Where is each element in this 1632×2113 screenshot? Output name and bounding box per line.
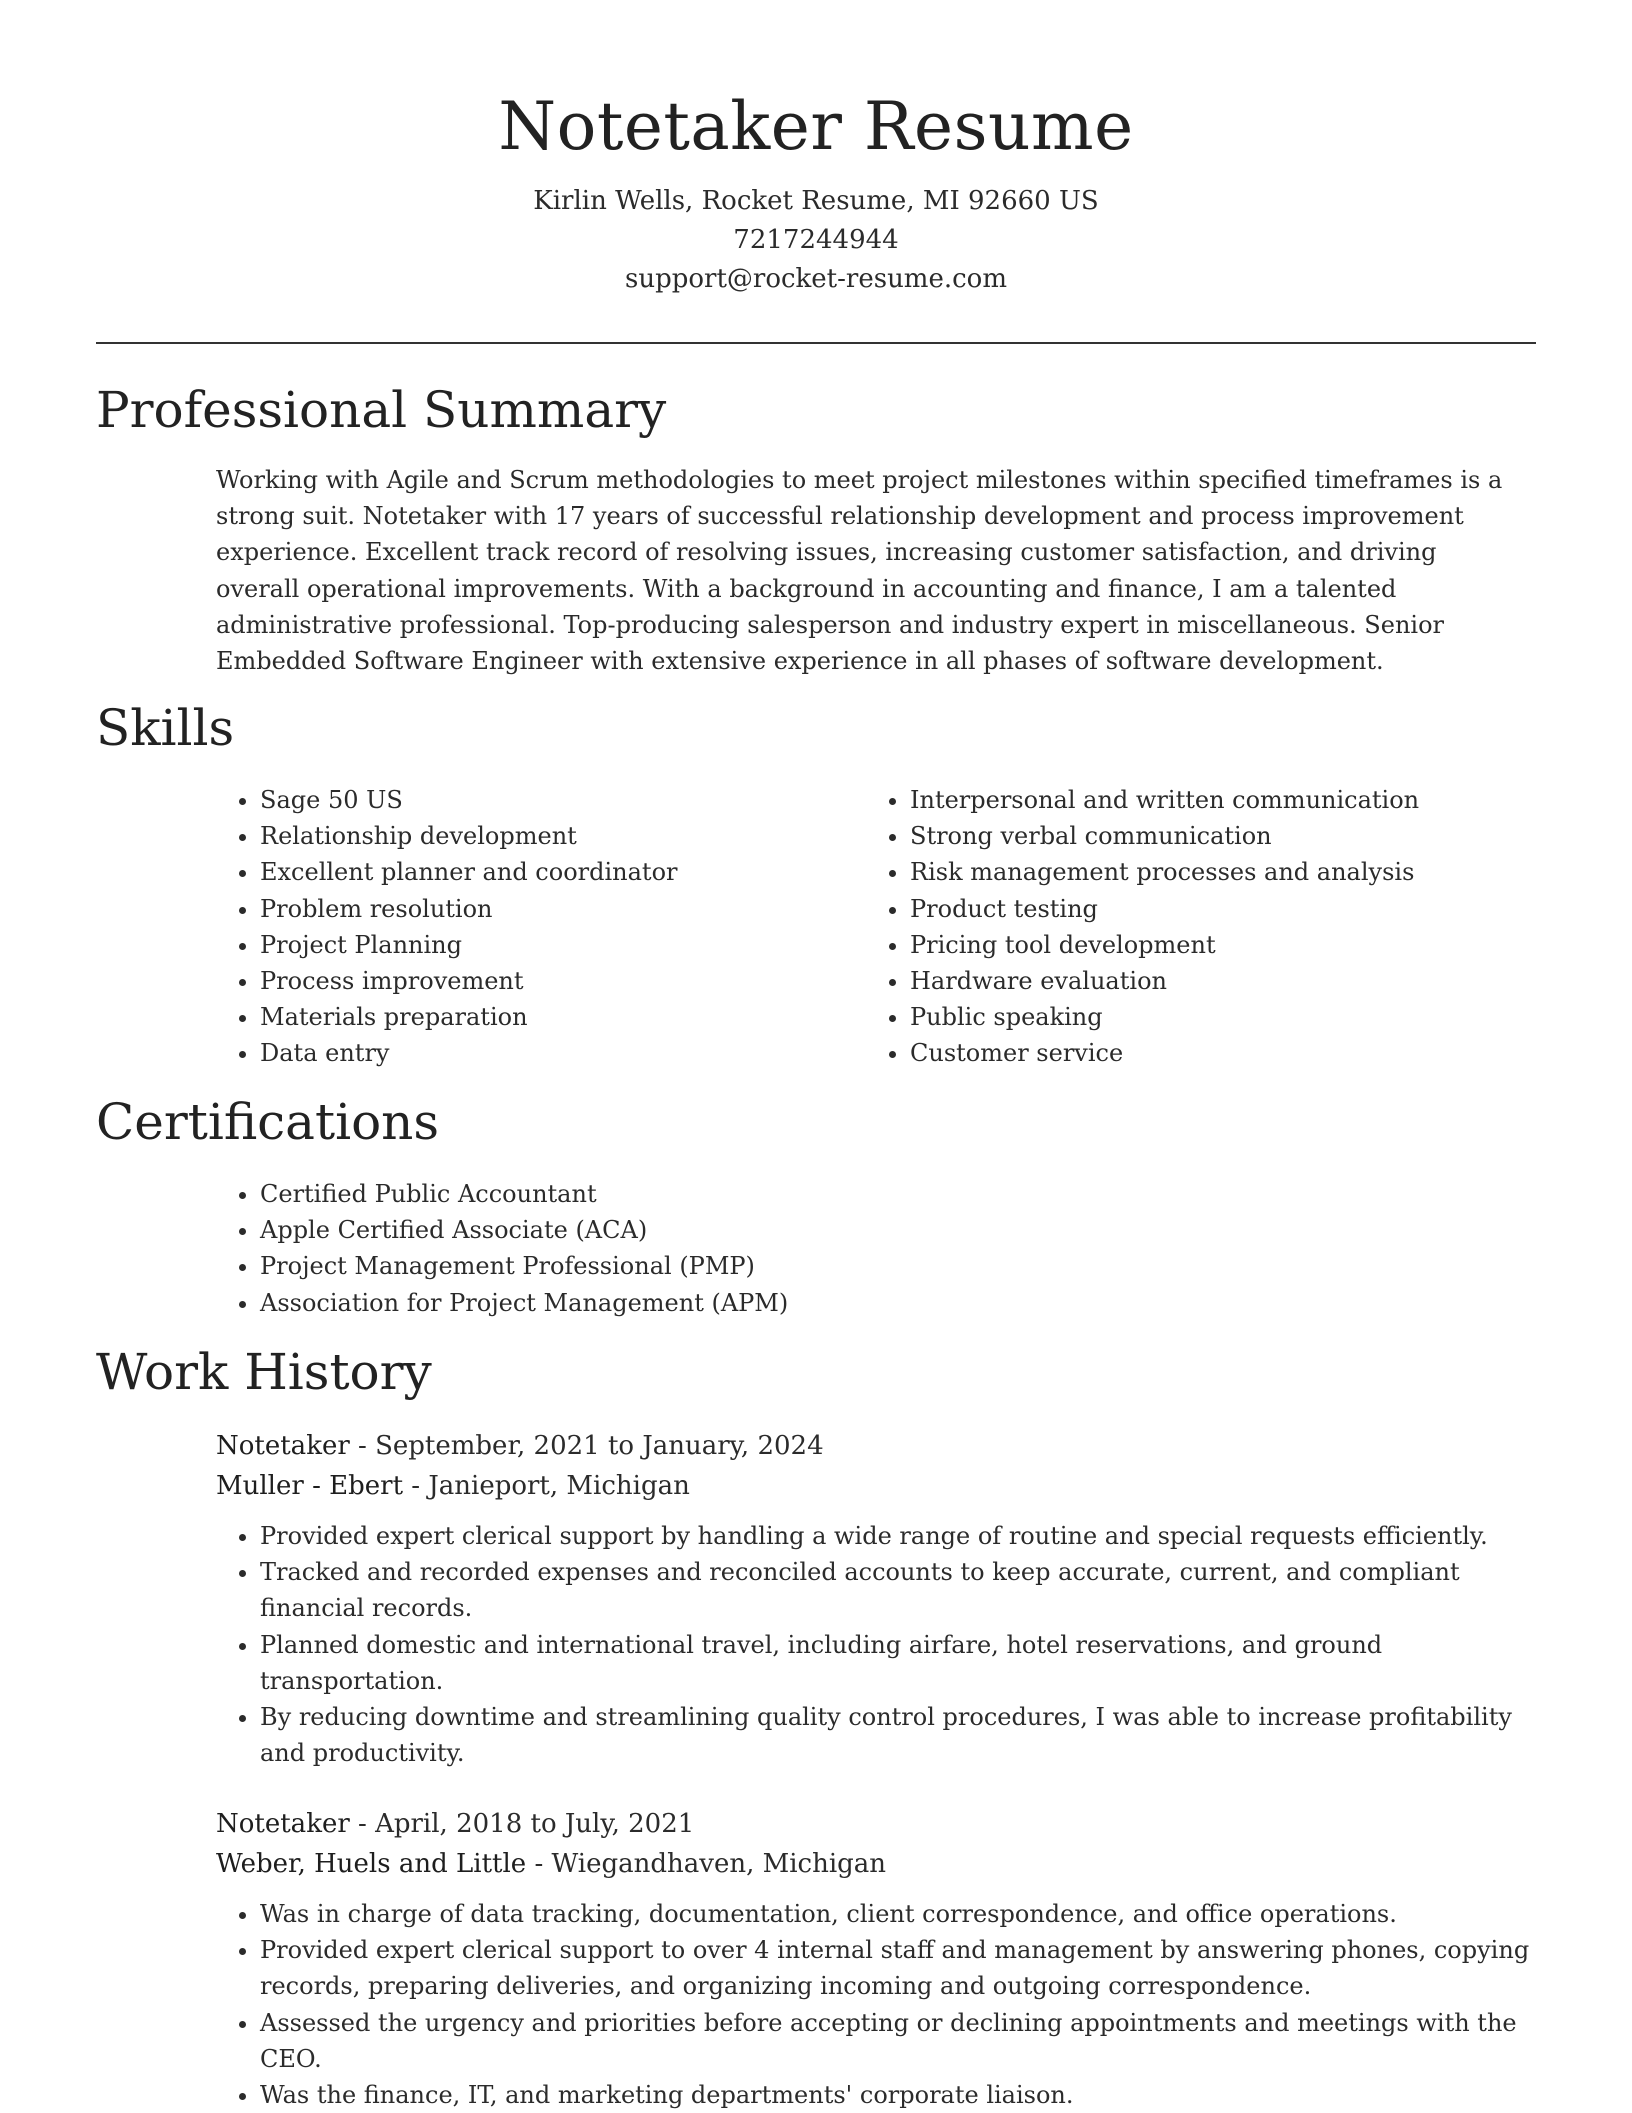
job-dates: - September, 2021 to January, 2024 — [349, 1431, 824, 1461]
job-bullet: • Provided expert clerical support by handling a wide range of routine and special requests efficiently. — [260, 1518, 1536, 1554]
skill-item: • Interpersonal and written communication — [910, 782, 1419, 818]
job-company: Weber, Huels and Little — [216, 1849, 527, 1879]
skill-item: • Pricing tool development — [910, 927, 1419, 963]
job-bullets — [216, 1518, 1536, 1771]
page-title: Notetaker Resume — [498, 88, 1134, 165]
certifications-heading: Certifications — [96, 1093, 440, 1151]
job-title: Notetaker — [216, 1431, 350, 1461]
job-bullet: • Assessed the urgency and priorities before accepting or declining appointments and meetings with the CEO. — [260, 2005, 1536, 2077]
skills-right-column — [866, 782, 1419, 1072]
job-location: - Janieport, Michigan — [403, 1471, 690, 1501]
skills-left-column — [216, 782, 678, 1072]
certification-item: • Project Management Professional (PMP) — [260, 1248, 788, 1284]
job-company-line — [216, 1844, 1536, 1884]
contact-address: Kirlin Wells, Rocket Resume, MI 92660 US — [533, 186, 1099, 216]
certification-item: • Association for Project Management (APM) — [260, 1285, 788, 1321]
summary-heading: Professional Summary — [96, 381, 667, 439]
job-title: Notetaker — [216, 1809, 350, 1839]
skill-item: • Product testing — [910, 891, 1419, 927]
job-bullet: • Provided expert clerical support to over 4 internal staff and management by answering phones, copying records, preparing deliveries, and organizing incoming and outgoing correspondence. — [260, 1932, 1536, 2004]
skill-item: • Process improvement — [260, 963, 678, 999]
job-bullet: • Was in charge of data tracking, documentation, client correspondence, and office operations. — [260, 1896, 1536, 1932]
work-history-heading: Work History — [96, 1343, 432, 1401]
skill-item: • Excellent planner and coordinator — [260, 854, 678, 890]
skill-item: • Data entry — [260, 1035, 678, 1071]
resume-header — [0, 0, 1632, 299]
skill-item: • Risk management processes and analysis — [910, 854, 1419, 890]
summary-text: Working with Agile and Scrum methodologies to meet project milestones within specified timeframes is a strong suit. Notetaker with 17 years of successful relationship development and process improvement experience. Excellent track record of resolving issues, increasing customer satisfaction, and driving overall operational improvements. With a background in accounting and finance, I am a talented administrative professional. Top-producing salesperson and industry expert in miscellaneous. Senior Embedded Software Engineer with extensive experience in all phases of software development. — [216, 466, 1503, 676]
job-location: - Wiegandhaven, Michigan — [526, 1849, 887, 1879]
skills-heading: Skills — [96, 699, 235, 757]
job-company: Muller - Ebert — [216, 1471, 404, 1501]
skill-item: • Public speaking — [910, 999, 1419, 1035]
skill-item: • Materials preparation — [260, 999, 678, 1035]
job-dates: - April, 2018 to July, 2021 — [349, 1809, 695, 1839]
job-entry — [216, 1804, 1536, 2113]
skill-item: • Hardware evaluation — [910, 963, 1419, 999]
job-company-line — [216, 1466, 1536, 1506]
job-bullet: • Planned domestic and international travel, including airfare, hotel reservations, and ground transportation. — [260, 1627, 1536, 1699]
contact-phone: 7217244944 — [733, 225, 899, 255]
certifications-list — [216, 1176, 788, 1321]
certification-item: • Certified Public Accountant — [260, 1176, 788, 1212]
contact-email: support@rocket-resume.com — [624, 264, 1007, 294]
job-bullets — [216, 1896, 1536, 2113]
skill-item: • Customer service — [910, 1035, 1419, 1071]
skill-item: • Project Planning — [260, 927, 678, 963]
skill-item: • Sage 50 US — [260, 782, 678, 818]
job-title-line — [216, 1426, 1536, 1466]
certification-item: • Apple Certified Associate (ACA) — [260, 1212, 788, 1248]
job-bullet: • Was the finance, IT, and marketing departments' corporate liaison. — [260, 2077, 1536, 2113]
job-bullet: • By reducing downtime and streamlining quality control procedures, I was able to increase profitability and productivity. — [260, 1699, 1536, 1771]
header-divider — [96, 342, 1536, 344]
contact-block — [0, 182, 1632, 299]
skill-item: • Problem resolution — [260, 891, 678, 927]
skill-item: • Relationship development — [260, 818, 678, 854]
job-entry — [216, 1426, 1536, 1771]
job-bullet: • Tracked and recorded expenses and reconciled accounts to keep accurate, current, and compliant financial records. — [260, 1554, 1536, 1626]
job-title-line — [216, 1804, 1536, 1844]
skill-item: • Strong verbal communication — [910, 818, 1419, 854]
